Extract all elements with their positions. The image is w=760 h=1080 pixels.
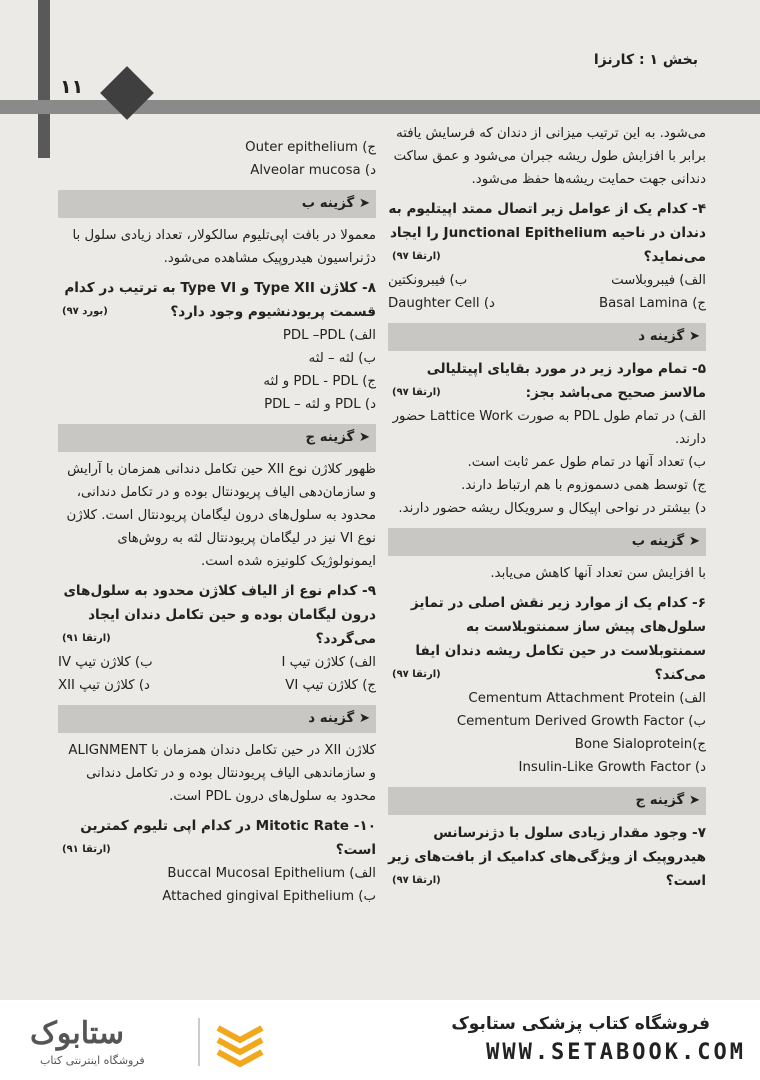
explanation: با افزایش سن تعداد آنها کاهش می‌یابد.	[490, 566, 706, 581]
chapter-title: بخش ۱ : کارنزا	[593, 52, 698, 68]
store-name: فروشگاه کتاب پزشکی ستابوک	[451, 1014, 710, 1034]
source-tag: (ارتقا ۹۷)	[392, 251, 441, 262]
answer-box: ➤ گزینه ج	[388, 787, 706, 815]
option: Insulin-Like Growth Factor (د	[518, 760, 706, 775]
option: د) Alveolar mucosa	[250, 163, 376, 178]
source-tag: (ارتقا ۹۷)	[392, 669, 441, 680]
answer-box: ➤ گزینه ب	[388, 528, 706, 556]
options-row: ج) Basal Lamina د) Daughter Cell	[388, 296, 706, 311]
answer-box: ➤ گزینه ج	[58, 424, 376, 452]
question-10: ۱۰- Mitotic Rate در کدام اپی تلیوم کمترین است؟ (ارتقا ۹۱)	[58, 814, 376, 862]
footer-banner	[0, 1000, 760, 1080]
page-number: ۱۱	[60, 76, 84, 98]
option: ج) Outer epithelium	[245, 140, 376, 155]
answer-box: ➤ گزینه ب	[58, 190, 376, 218]
option: الف) PDL –PDL	[282, 328, 376, 343]
left-column	[58, 136, 376, 908]
right-column	[388, 122, 706, 893]
option: د) PDL و لثه – PDL	[264, 397, 376, 412]
source-tag: (ارتقا ۹۷)	[392, 387, 441, 398]
divider	[198, 1018, 200, 1066]
source-tag: (ارتقا ۹۷)	[392, 875, 441, 886]
options-row: الف) کلاژن تیپ I ب) کلاژن تیپ IV	[58, 655, 376, 670]
option: ج) توسط همی دسموزوم با هم ارتباط دارند.	[461, 478, 706, 493]
answer-box: ➤ گزینه د	[388, 323, 706, 351]
answer-box: ➤ گزینه د	[58, 705, 376, 733]
source-tag: (بورد ۹۷)	[62, 306, 108, 317]
option: Cementum Attachment Protein (الف	[468, 691, 706, 706]
paragraph: می‌شود. به این ترتیب میزانی از دندان که فرسایش یافته برابر با افزایش طول ریشه جبران می‌شود و عمق ساکت دندانی جهت حمایت ریشه‌ها حفظ می‌شود.	[393, 126, 706, 187]
options-row: ج) کلاژن تیپ VI د) کلاژن تیپ XII	[58, 678, 376, 693]
explanation: معمولا در بافت اپی‌تلیوم سالکولار، تعداد زیادی سلول با دژنراسیون هیدروپیک مشاهده می‌شود.	[72, 228, 376, 266]
option: Attached gingival Epithelium (ب	[162, 889, 376, 904]
store-logo-subtitle: فروشگاه اینترنتی کتاب	[40, 1054, 145, 1067]
source-tag: (ارتقا ۹۱)	[62, 844, 111, 855]
options-row: الف) فیبروبلاست ب) فیبرونکتین	[388, 273, 706, 288]
option: الف) در تمام طول PDL به صورت Lattice Work حضور دارند.	[392, 409, 706, 447]
question-6: ۶- کدام یک از موارد زیر نقش اصلی در تمایز سلول‌های پیش ساز سمنتوبلاست به سمنتوبلاست در حین تکامل ریشه دندان ایفا می‌کند؟ (ارتقا ۹۷)	[388, 591, 706, 687]
question-5: ۵- تمام موارد زیر در مورد بقایای اپیتلیالی مالاسز صحیح می‌باشد بجز: (ارتقا ۹۷)	[388, 357, 706, 405]
question-4: ۴- کدام یک از عوامل زیر اتصال ممتد اپیتلیوم به دندان در ناحیه Junctional Epithelium را ایجاد می‌نماید؟ (ارتقا ۹۷)	[388, 197, 706, 269]
source-tag: (ارتقا ۹۱)	[62, 633, 111, 644]
option: ج) PDL - PDL و لثه	[263, 374, 376, 389]
option: ب) لثه – لثه	[308, 351, 376, 366]
option: Cementum Derived Growth Factor (ب	[456, 714, 706, 729]
question-8: ۸- کلاژن Type XII و Type VI به ترتیب در کدام قسمت پریودنشیوم وجود دارد؟ (بورد ۹۷)	[58, 276, 376, 324]
store-logo[interactable]: ستابوک	[30, 1017, 125, 1050]
option: د) بیشتر در نواحی اپیکال و سرویکال ریشه حضور دارند.	[398, 501, 706, 516]
explanation: ظهور کلاژن نوع XII حین تکامل دندانی همزمان با آرایش و سازمان‌دهی الیاف پریودنتال بوده و در تکامل دندانی، محدود به سلول‌های درون لیگامان پریودنتال است. کلاژن نوع VI نیز در لیگامان پریودنتال لثه به روش‌های ایمونولوژیک کلونیزه شده است.	[66, 462, 376, 569]
page-spine	[38, 0, 50, 158]
explanation: کلاژن XII در حین تکامل دندان همزمان با ALIGNMENT و سازماندهی الیاف پریودنتال بوده و در تکامل دندانی محدود به سلول‌های درون PDL است.	[68, 743, 376, 804]
store-url[interactable]: WWW.SETABOOK.COM	[486, 1040, 746, 1065]
option: Buccal Mucosal Epithelium (الف	[167, 866, 376, 881]
question-7: ۷- وجود مقدار زیادی سلول با دژنرسانس هیدروپیک از ویژگی‌های کدامیک از بافت‌های زیر است؟ (ارتقا ۹۷)	[388, 821, 706, 893]
question-9: ۹- کدام نوع از الیاف کلاژن محدود به سلول‌های درون لیگامان بوده و حین تکامل دندان ایجاد می‌گردد؟ (ارتقا ۹۱)	[58, 579, 376, 651]
option: ب) تعداد آنها در تمام طول عمر ثابت است.	[467, 455, 706, 470]
book-stack-icon	[210, 1018, 270, 1068]
option: Bone Sialoprotein(ج	[574, 737, 706, 752]
